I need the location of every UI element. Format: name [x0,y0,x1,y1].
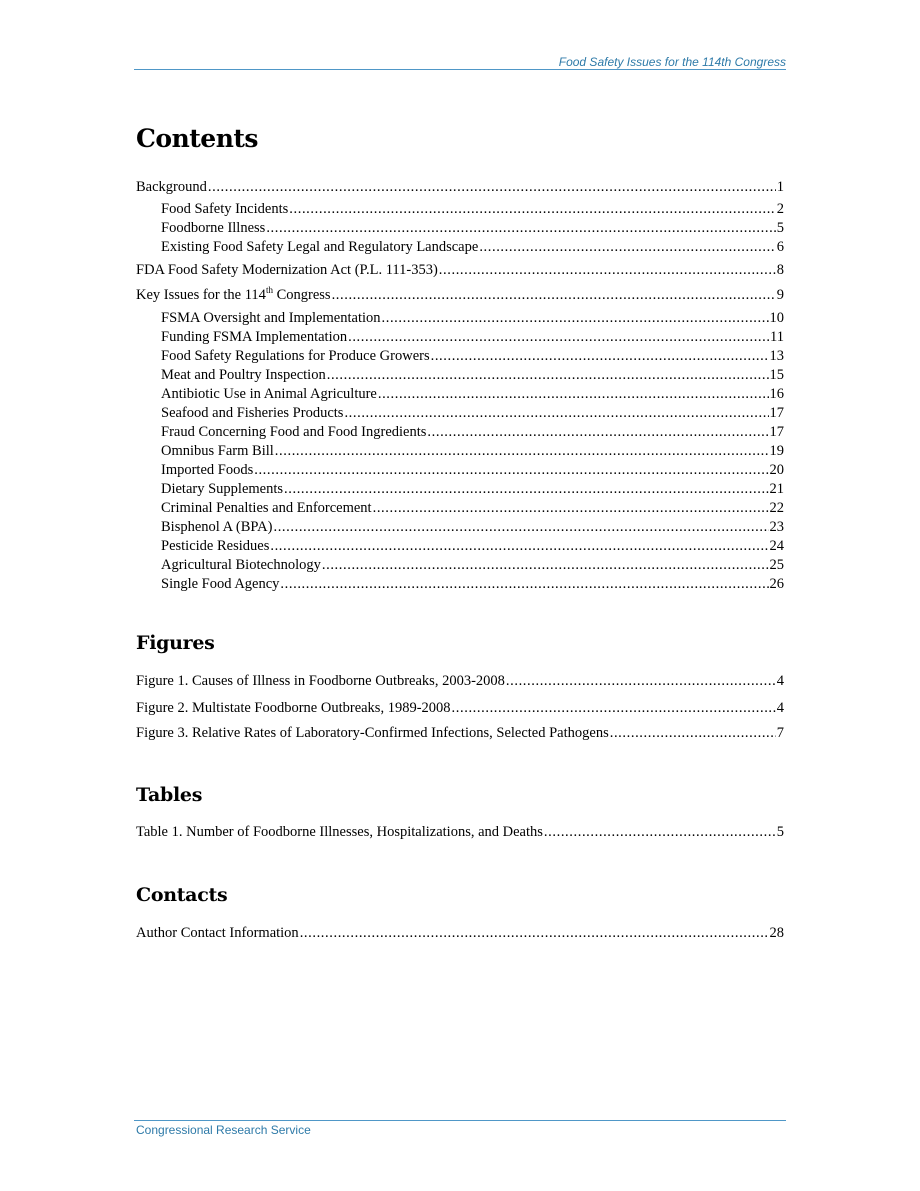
toc-entry[interactable] [161,200,784,218]
toc-entry-page: 26 [769,576,784,592]
toc-entry-page: 22 [769,500,784,516]
toc-entry-label: FSMA Oversight and Implementation [161,310,381,326]
footer-rule [134,1120,786,1121]
toc-entry-label: Agricultural Biotechnology [161,557,321,573]
toc-entry-page: 19 [769,443,784,459]
toc-entry-page: 16 [769,386,784,402]
toc-entry-page: 15 [769,367,784,383]
toc-entry-label: Imported Foods [161,462,254,478]
contact-entry-page: 28 [769,925,784,941]
running-header: Food Safety Issues for the 114th Congress [558,55,786,69]
toc-entry[interactable] [161,575,784,593]
toc-entry[interactable] [161,385,784,403]
contact-entry-label: Author Contact Information [136,925,299,941]
toc-entry-label: Bisphenol A (BPA) [161,519,273,535]
figure-entry-page: 7 [776,725,784,741]
toc-entry-label: Pesticide Residues [161,538,270,554]
toc-entry-label: Antibiotic Use in Animal Agriculture [161,386,377,402]
toc-entry-label: Key Issues for the 114th Congress [136,285,331,303]
toc-entry-page: 13 [769,348,784,364]
figure-entry-label: Figure 3. Relative Rates of Laboratory-Confirmed Infections, Selected Pathogens [136,725,609,741]
figure-entry[interactable] [136,672,784,690]
toc-entry[interactable] [161,537,784,555]
toc-entry[interactable] [161,309,784,327]
toc-entry[interactable] [136,261,784,279]
toc-entry-page: 5 [776,220,784,236]
toc-entry-label: Dietary Supplements [161,481,284,497]
toc-entry-page: 10 [769,310,784,326]
toc-entry-label: Omnibus Farm Bill [161,443,274,459]
toc-entry[interactable] [136,178,784,196]
toc-entry-label: Meat and Poultry Inspection [161,367,326,383]
toc-entry-label: Fraud Concerning Food and Food Ingredients [161,424,427,440]
figure-entry-label: Figure 2. Multistate Foodborne Outbreaks, 1989-2008 [136,700,451,716]
toc-entry-label: Seafood and Fisheries Products [161,405,344,421]
table-entry-page: 5 [776,824,784,840]
toc-entry-label: Foodborne Illness [161,220,266,236]
figure-entry-label: Figure 1. Causes of Illness in Foodborne Outbreaks, 2003-2008 [136,673,505,689]
figure-entry[interactable] [136,724,784,742]
toc-entry[interactable] [161,219,784,237]
toc-entry[interactable] [161,347,784,365]
contact-entry[interactable] [136,924,784,942]
toc-entry[interactable] [136,286,784,304]
header-rule [134,69,786,70]
toc-entry-label: Food Safety Incidents [161,201,289,217]
toc-entry[interactable] [161,328,784,346]
toc-entry-page: 8 [776,262,784,278]
figure-entry[interactable] [136,699,784,717]
toc-entry-page: 23 [769,519,784,535]
toc-entry-label: Background [136,179,207,195]
toc-entry[interactable] [161,461,784,479]
toc-entry[interactable] [161,556,784,574]
toc-entry-label: Food Safety Regulations for Produce Growers [161,348,430,364]
toc-entry-page: 24 [769,538,784,554]
table-entry-label: Table 1. Number of Foodborne Illnesses, Hospitalizations, and Deaths [136,824,543,840]
toc-entry-page: 21 [769,481,784,497]
toc-entry[interactable] [161,238,784,256]
toc-entry-page: 25 [769,557,784,573]
table-entry[interactable] [136,823,784,841]
toc-entry[interactable] [161,480,784,498]
toc-entry-label: Criminal Penalties and Enforcement [161,500,372,516]
toc-entry-page: 9 [776,287,784,303]
toc-entry-page: 20 [769,462,784,478]
toc-entry-label: FDA Food Safety Modernization Act (P.L. 111-353) [136,262,438,278]
running-footer: Congressional Research Service [136,1123,311,1137]
contents-title: Contents [136,124,259,153]
toc-entry-label: Existing Food Safety Legal and Regulatory Landscape [161,239,479,255]
toc-entry-page: 2 [776,201,784,217]
toc-entry[interactable] [161,499,784,517]
toc-entry[interactable] [161,423,784,441]
toc-entry-page: 11 [770,329,784,345]
contacts-heading: Contacts [136,884,228,906]
figure-entry-page: 4 [776,700,784,716]
toc-entry[interactable] [161,404,784,422]
toc-entry-page: 17 [769,424,784,440]
toc-entry[interactable] [161,518,784,536]
toc-entry-page: 6 [776,239,784,255]
figures-heading: Figures [136,632,215,654]
toc-entry-page: 1 [776,179,784,195]
figure-entry-page: 4 [776,673,784,689]
toc-entry-page: 17 [769,405,784,421]
toc-entry-label: Single Food Agency [161,576,280,592]
toc-entry-label: Funding FSMA Implementation [161,329,348,345]
toc-entry[interactable] [161,442,784,460]
toc-entry[interactable] [161,366,784,384]
tables-heading: Tables [136,784,203,806]
